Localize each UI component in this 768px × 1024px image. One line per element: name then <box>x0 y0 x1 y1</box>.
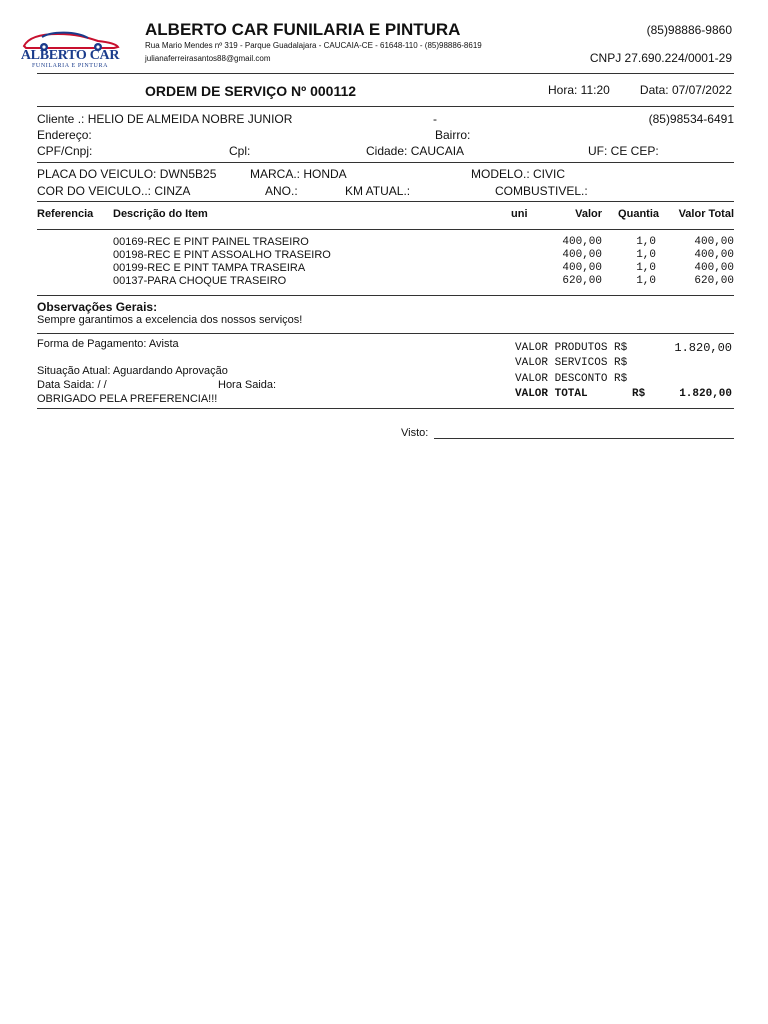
divider <box>37 229 734 230</box>
client-bairro-label: Bairro: <box>435 128 471 142</box>
table-row <box>0 262 768 275</box>
discount-total-label: VALOR DESCONTO R$ <box>515 373 628 385</box>
item-description: 00137-PARA CHOQUE TRASEIRO <box>113 275 287 287</box>
item-quantity: 1,0 <box>636 262 656 274</box>
client-address-label: Endereço: <box>37 128 92 142</box>
company-name: ALBERTO CAR FUNILARIA E PINTURA <box>145 20 461 39</box>
col-header-quantia: Quantia <box>618 208 659 220</box>
divider <box>37 295 734 296</box>
client-name: Cliente .: HELIO DE ALMEIDA NOBRE JUNIOR <box>37 112 293 126</box>
item-value: 400,00 <box>562 249 602 261</box>
col-header-valor-total: Valor Total <box>678 208 734 220</box>
table-row <box>0 275 768 288</box>
signature-label: Visto: <box>401 427 429 439</box>
client-cpl-label: Cpl: <box>229 144 251 158</box>
products-total-value: 1.820,00 <box>674 341 732 355</box>
company-cnpj: CNPJ 27.690.224/0001-29 <box>589 51 732 65</box>
vehicle-year: ANO.: <box>265 184 298 198</box>
item-value: 400,00 <box>562 262 602 274</box>
client-city: Cidade: CAUCAIA <box>366 144 465 158</box>
client-uf-cep: UF: CE CEP: <box>588 144 659 158</box>
grand-total-currency: R$ <box>632 388 646 400</box>
client-cpf-label: CPF/Cnpj: <box>37 144 93 158</box>
item-quantity: 1,0 <box>636 275 656 287</box>
observations-title: Observações Gerais: <box>37 300 158 314</box>
order-date: Data: 07/07/2022 <box>639 83 732 97</box>
thank-you-note: OBRIGADO PELA PREFERENCIA!!! <box>37 393 218 405</box>
vehicle-plate: PLACA DO VEICULO: DWN5B25 <box>37 167 217 181</box>
observations-text: Sempre garantimos a excelencia dos nossos serviços! <box>37 314 303 326</box>
item-total: 400,00 <box>694 236 734 248</box>
item-value: 400,00 <box>562 236 602 248</box>
company-logo <box>18 28 122 74</box>
exit-time: Hora Saida: <box>218 379 277 391</box>
products-total-label: VALOR PRODUTOS R$ <box>515 342 628 354</box>
divider <box>37 73 734 74</box>
table-row <box>0 236 768 249</box>
item-total: 400,00 <box>694 262 734 274</box>
grand-total-value: 1.820,00 <box>679 388 732 400</box>
vehicle-model: MODELO.: CIVIC <box>471 167 566 181</box>
item-total: 620,00 <box>694 275 734 287</box>
divider <box>37 201 734 202</box>
logo-title: ALBERTO CAR <box>20 48 120 63</box>
item-description: 00199-REC E PINT TAMPA TRASEIRA <box>113 262 306 274</box>
divider <box>37 106 734 107</box>
client-dash: - <box>433 112 437 126</box>
payment-method: Forma de Pagamento: Avista <box>37 338 179 350</box>
order-status: Situação Atual: Aguardando Aprovação <box>37 365 228 377</box>
vehicle-color: COR DO VEICULO..: CINZA <box>37 184 191 198</box>
col-header-descricao: Descrição do Item <box>113 208 208 220</box>
order-time: Hora: 11:20 <box>548 83 610 97</box>
grand-total-label: VALOR TOTAL <box>515 388 588 400</box>
item-value: 620,00 <box>562 275 602 287</box>
client-phone: (85)98534-6491 <box>648 112 734 126</box>
services-total-label: VALOR SERVICOS R$ <box>515 357 628 369</box>
item-quantity: 1,0 <box>636 249 656 261</box>
col-header-valor: Valor <box>575 208 602 220</box>
company-email: julianaferreirasantos88@gmail.com <box>145 54 271 63</box>
item-description: 00198-REC E PINT ASSOALHO TRASEIRO <box>113 249 331 261</box>
vehicle-fuel: COMBUSTIVEL.: <box>495 184 588 198</box>
divider <box>37 408 734 409</box>
col-header-referencia: Referencia <box>37 208 94 220</box>
col-header-uni: uni <box>511 208 528 220</box>
divider <box>37 333 734 334</box>
item-total: 400,00 <box>694 249 734 261</box>
order-title: ORDEM DE SERVIÇO Nº 000112 <box>145 83 357 99</box>
logo-subtitle: FUNILARIA E PINTURA <box>31 63 109 69</box>
divider <box>37 162 734 163</box>
item-description: 00169-REC E PINT PAINEL TRASEIRO <box>113 236 309 248</box>
company-phone: (85)98886-9860 <box>646 23 732 37</box>
vehicle-brand: MARCA.: HONDA <box>250 167 347 181</box>
item-quantity: 1,0 <box>636 236 656 248</box>
exit-date: Data Saida: / / <box>37 379 107 391</box>
signature-line <box>434 438 734 439</box>
table-row <box>0 249 768 262</box>
company-address: Rua Mario Mendes nº 319 - Parque Guadalajara - CAUCAIA-CE - 61648-110 - (85)98886-8619 <box>145 41 482 50</box>
vehicle-km: KM ATUAL.: <box>345 184 411 198</box>
